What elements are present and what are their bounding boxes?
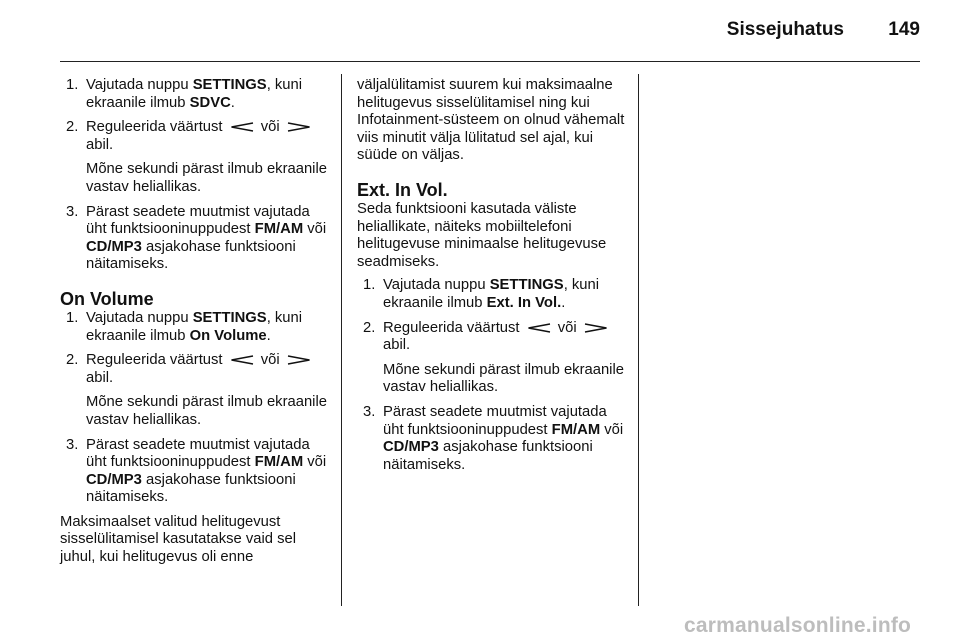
list-item: 1. Vajutada nuppu SETTINGS, kuni ekraanile ilmub On Volume. <box>66 309 303 344</box>
display-label: On Volume <box>189 327 267 344</box>
list-item: 1. Vajutada nuppu SETTINGS, kuni ekraanile ilmub Ext. In Vol.. <box>363 277 600 311</box>
list-item: 3. Pärast seadete muutmist vajutada üht funktsiooninuppudest FM/AM või CD/MP3 asjakohase funktsiooni näitamiseks. <box>66 436 327 506</box>
section-heading: On Volume <box>60 288 154 309</box>
body-paragraph: Maksimaalset valitud helitugevust sisselülitamisel kasutatakse vaid sel juhul, kui helitugevus oli enne <box>60 513 297 566</box>
button-label: FM/AM <box>254 221 304 238</box>
page-header-title: Sissejuhatus <box>726 19 844 40</box>
button-label: SETTINGS <box>192 309 267 326</box>
button-label: SETTINGS <box>489 277 564 294</box>
chevron-left-icon <box>230 122 254 132</box>
section-intro: Seda funktsiooni kasutada väliste heliallikate, näiteks mobiiltelefoni helitugevuse minimaalse helitugevuse seadmiseks. <box>357 200 607 270</box>
display-label: Ext. In Vol. <box>486 294 562 311</box>
list-number: 2. <box>363 319 376 336</box>
list-number: 1. <box>66 77 79 93</box>
button-label: CD/MP3 <box>383 439 439 456</box>
list-number: 2. <box>66 119 79 136</box>
list-item: 1. Vajutada nuppu SETTINGS, kuni ekraanile ilmub SDVC. <box>66 77 303 111</box>
section-heading: Ext. In Vol. <box>357 179 448 200</box>
header-rule <box>60 61 920 62</box>
ext-in-vol-steps-list <box>357 277 625 474</box>
button-label: FM/AM <box>551 421 601 438</box>
page-number: 149 <box>888 19 920 40</box>
list-note: Mõne sekundi pärast ilmub ekraanile vastav heliallikas. <box>383 361 624 396</box>
list-number: 3. <box>66 436 79 453</box>
list-number: 1. <box>66 309 79 326</box>
button-label: SETTINGS <box>192 77 267 93</box>
list-item: 2. Reguleerida väärtust või abil. Mõne sekundi pärast ilmub ekraanile vastav heliallikas. <box>66 119 327 195</box>
list-item: 3. Pärast seadete muutmist vajutada üht funktsiooninuppudest FM/AM või CD/MP3 asjakohase funktsiooni näitamiseks. <box>363 403 624 473</box>
column-divider <box>638 74 639 606</box>
chevron-right-icon <box>584 323 608 333</box>
chevron-left-icon <box>527 323 551 333</box>
list-number: 3. <box>66 203 79 220</box>
list-item: 3. Pärast seadete muutmist vajutada üht funktsiooninuppudest FM/AM või CD/MP3 asjakohase funktsiooni näitamiseks. <box>66 203 327 273</box>
list-number: 2. <box>66 352 79 369</box>
list-number: 3. <box>363 403 376 420</box>
button-label: FM/AM <box>254 454 304 471</box>
list-number: 1. <box>363 277 376 294</box>
list-item: 2. Reguleerida väärtust või abil. Mõne sekundi pärast ilmub ekraanile vastav heliallikas. <box>66 352 327 428</box>
column-divider <box>341 74 342 606</box>
button-label: CD/MP3 <box>86 471 142 488</box>
button-label: CD/MP3 <box>86 238 142 255</box>
list-note: Mõne sekundi pärast ilmub ekraanile vastav heliallikas. <box>86 161 327 195</box>
display-label: SDVC <box>189 94 231 111</box>
watermark: carmanualsonline.info <box>684 614 912 637</box>
list-item: 2. Reguleerida väärtust või abil. Mõne sekundi pärast ilmub ekraanile vastav heliallikas. <box>363 319 624 396</box>
chevron-right-icon <box>287 355 311 365</box>
body-paragraph: väljalülitamist suurem kui maksimaalne helitugevus sisselülitamisel ning kui Infotainment-süsteem on olnud vähemalt viis minutit välja lülitatud sel ajal, kui süüde on väljas. <box>357 77 625 164</box>
settings-steps-list <box>60 77 328 274</box>
on-volume-steps-list <box>60 310 328 507</box>
column-left <box>60 77 328 567</box>
chevron-left-icon <box>230 355 254 365</box>
chevron-right-icon <box>287 122 311 132</box>
column-middle <box>357 77 625 481</box>
list-note: Mõne sekundi pärast ilmub ekraanile vastav heliallikas. <box>86 394 327 428</box>
